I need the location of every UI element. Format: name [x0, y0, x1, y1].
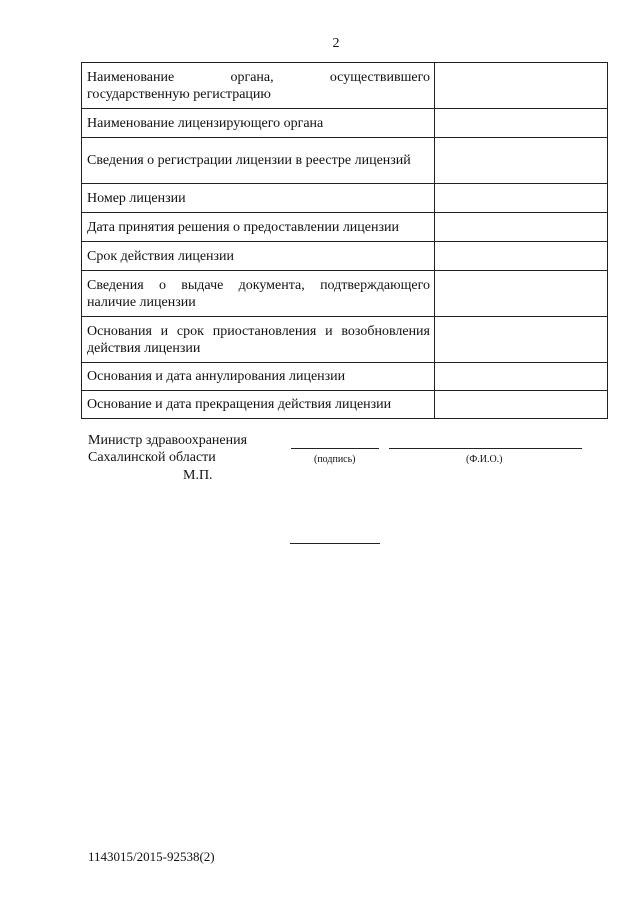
row-value: [435, 109, 608, 138]
row-label: Основание и дата прекращения действия лицензии: [82, 391, 435, 419]
table-row: [82, 271, 608, 317]
table-row: [82, 138, 608, 184]
signature-caption: (подпись): [314, 454, 356, 465]
table-row: [82, 63, 608, 109]
table-row: [82, 109, 608, 138]
row-label: Наименование органа, осуществившего государственную регистрацию: [82, 63, 435, 109]
table-row: [82, 184, 608, 213]
row-value: [435, 184, 608, 213]
row-value: [435, 242, 608, 271]
row-label: Сведения о выдаче документа, подтверждающего наличие лицензии: [82, 271, 435, 317]
stamp-placeholder: М.П.: [183, 468, 213, 483]
end-divider: [290, 543, 380, 544]
name-caption: (Ф.И.О.): [466, 454, 503, 465]
row-value: [435, 317, 608, 363]
table-row: [82, 391, 608, 419]
table-row: [82, 213, 608, 242]
signature-line: [291, 448, 379, 449]
table-row: [82, 363, 608, 391]
row-value: [435, 213, 608, 242]
row-label: Основания и срок приостановления и возобновления действия лицензии: [82, 317, 435, 363]
row-label: Дата принятия решения о предоставлении лицензии: [82, 213, 435, 242]
row-value: [435, 363, 608, 391]
signature-block: [88, 432, 588, 492]
row-label: Наименование лицензирующего органа: [82, 109, 435, 138]
row-value: [435, 138, 608, 184]
table-row: [82, 242, 608, 271]
position-line-1: Министр здравоохранения: [88, 433, 248, 448]
row-label: Срок действия лицензии: [82, 242, 435, 271]
table-row: [82, 317, 608, 363]
row-label: Основания и дата аннулирования лицензии: [82, 363, 435, 391]
license-registry-table: [81, 62, 608, 419]
position-line-2: Сахалинской области: [88, 450, 216, 465]
document-id: 1143015/2015-92538(2): [88, 849, 215, 864]
row-label: Номер лицензии: [82, 184, 435, 213]
row-value: [435, 63, 608, 109]
row-label: Сведения о регистрации лицензии в реестре лицензий: [82, 138, 435, 184]
name-line: [389, 448, 582, 449]
row-value: [435, 271, 608, 317]
row-value: [435, 391, 608, 419]
page-number: 2: [332, 36, 340, 51]
signatory-position: [88, 432, 247, 466]
